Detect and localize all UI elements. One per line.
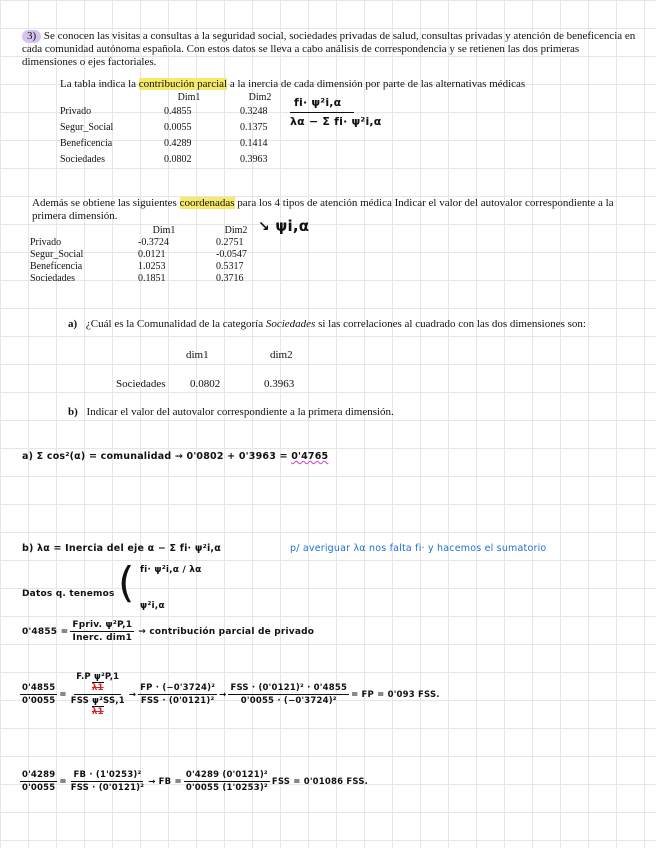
answer-b-comment: p/ averiguar λα nos falta fi· y hacemos el sumatorio (290, 543, 547, 554)
equation-3: $\frac{0'4289}{0'0055}$ = $\frac{\text{FB · (1'0253)²}}{\text{FSS · (0'0121)²}}$ → FB = $\frac{\text{0'4289 (0'0121)²}}{\text{0'0055 (1'0253)²}}$ FSS = 0'01086 FSS. (22, 770, 369, 793)
eq3-left-fraction: $\frac{0'4289}{0'0055}$ (22, 770, 56, 793)
answer-b-formula: b) λα = Inercia del eje α − Σ fi· ψ²i,α (22, 543, 221, 554)
question-intro-text: Se conocen las visitas a consultas a la seguridad social, sociedades privadas de salud, consultas privadas y atención de beneficencia en cada comunidad autónoma española. Con estos datos se lleva a cabo análisis de correspondencia y se retienen las dos primeras dimensiones o ejes factoriales. (22, 30, 636, 68)
note-bottom: λα − Σ fi· ψ²i,α (290, 115, 382, 128)
cell: 0.1375 (240, 122, 268, 133)
cell: -0.0547 (216, 249, 247, 260)
table-contribuciones (60, 92, 296, 168)
answer-a-text: a) Σ cos²(α) = comunalidad → 0'0802 + 0'3963 = (22, 451, 292, 462)
eq1-den: Inerc. dim1 (72, 633, 133, 643)
answer-a-result: 0'4765 (291, 451, 329, 462)
datos-top: fi· ψ²i,α / λα (140, 565, 202, 575)
row-label: Beneficencia (30, 261, 83, 272)
row-label: Privado (30, 237, 62, 248)
arrow-icon: ↘ (258, 219, 270, 235)
table-coordenadas (30, 225, 272, 285)
highlight-contribucion: contribución parcial (138, 78, 228, 90)
question-number: 3) (22, 30, 41, 43)
row-label: Beneficencia (60, 138, 113, 149)
equation-1 (22, 620, 314, 643)
part-a-label: a) (68, 318, 78, 330)
psi-label: ψi,α (275, 217, 310, 235)
eq2-compound-fraction: F.P ψ²P,1 λ1 FSS ψ²SS,1 λ1 (70, 672, 125, 717)
table-header-row (60, 92, 296, 104)
eq3-result: FSS = 0'01086 FSS. (271, 776, 369, 787)
cell: 0.3716 (216, 273, 244, 284)
caption-text: Además se obtiene las siguientes (32, 197, 180, 209)
highlight-coordenadas: coordenadas (179, 197, 235, 209)
cell: 0.3248 (240, 106, 268, 117)
table-row (30, 249, 272, 261)
eq1-left: 0'4855 = (22, 626, 69, 637)
cell: 0.0055 (164, 122, 192, 133)
answer-a (22, 451, 328, 462)
eq3-mid-fraction: $\frac{\text{FB · (1'0253)²}}{\text{FSS · (0'0121)²}}$ (70, 770, 145, 793)
row-label: Segur_Social (30, 249, 84, 260)
col-header: Dim1 (152, 225, 176, 236)
cell: 0.4855 (164, 106, 192, 117)
part-a-text: ¿Cuál es la Comunalidad de la categoría Sociedades si las correlaciones al cuadrado con las dos dimensiones son: (85, 318, 586, 330)
table-header-row (30, 225, 272, 237)
handwritten-formula-contribution (290, 96, 382, 128)
note-top: fi· ψ²i,α (294, 96, 342, 109)
row-label: Sociedades (60, 154, 105, 165)
table2-caption (32, 197, 628, 223)
fraction-bar (290, 112, 354, 113)
row-label: Segur_Social (60, 122, 114, 133)
cell: 0.1414 (240, 138, 268, 149)
part-a-header-dim1: dim1 (186, 349, 209, 361)
part-a-header-dim2: dim2 (270, 349, 293, 361)
table-row (30, 261, 272, 273)
eq2-left-fraction: $\frac{0'4855}{0'0055}$ (22, 683, 56, 706)
part-b (68, 406, 608, 419)
eq3-fb: → FB = (148, 776, 182, 787)
datos-brace: ( (118, 558, 135, 607)
col-header: Dim1 (177, 92, 201, 103)
table-row (60, 136, 296, 152)
cell: 0.2751 (216, 237, 244, 248)
part-a (68, 318, 608, 331)
table-row (30, 237, 272, 249)
eq1-arrow-text: → contribución parcial de privado (138, 626, 315, 637)
eq1-fraction (70, 620, 134, 643)
cell: -0.3724 (138, 237, 169, 248)
col-header: Dim2 (224, 225, 248, 236)
cell: 0.0802 (164, 154, 192, 165)
datos-bottom: ψ²i,α (140, 601, 165, 611)
eq3-right-fraction: $\frac{\text{0'4289 (0'0121)²}}{\text{0'0055 (1'0253)²}}$ (185, 770, 268, 793)
eq2-result: = FP = 0'093 FSS. (351, 689, 440, 700)
table1-caption (60, 78, 640, 91)
equation-2: $\frac{0'4855}{0'0055}$ = F.P ψ²P,1 λ1 FSS ψ²SS,1 λ1 → $\frac{\text{FP · (−0'3724)²}}{\text{FSS · (0'0121)²}}$ → $\frac{\text{FSS · (0'0121)² · 0'4855}}{\text{0'0055 · (−0'3724)²}}$ = FP = 0'093 FSS. (22, 672, 440, 717)
cell: 1.0253 (138, 261, 166, 272)
caption-text: La tabla indica la (60, 78, 139, 90)
table-row (30, 273, 272, 285)
cell: 0.0121 (138, 249, 166, 260)
eq1-num: Fpriv. ψ²P,1 (72, 620, 133, 630)
table-row (60, 104, 296, 120)
datos-label: Datos q. tenemos (22, 589, 115, 599)
cell: 0.4289 (164, 138, 192, 149)
caption-text-post: para los 4 tipos de atención médica Indicar el valor del autovalor correspondiente a la primera dimensión. (32, 197, 614, 222)
table-row (60, 120, 296, 136)
handwritten-psi-note (258, 217, 309, 235)
col-header: Dim2 (248, 92, 272, 103)
part-b-text: Indicar el valor del autovalor correspondiente a la primera dimensión. (86, 406, 394, 418)
row-label: Sociedades (30, 273, 75, 284)
eq2-mid-fraction: $\frac{\text{FP · (−0'3724)²}}{\text{FSS · (0'0121)²}}$ (140, 683, 216, 706)
eq2-right-fraction: $\frac{\text{FSS · (0'0121)² · 0'4855}}{\text{0'0055 · (−0'3724)²}}$ (230, 683, 348, 706)
cell: 0.3963 (240, 154, 268, 165)
part-a-dim1-value: 0.0802 (190, 378, 221, 390)
cell: 0.5317 (216, 261, 244, 272)
row-label: Privado (60, 106, 92, 117)
cell: 0.1851 (138, 273, 166, 284)
part-b-label: b) (68, 406, 78, 418)
table-row (60, 152, 296, 168)
part-a-row-label: Sociedades (116, 378, 166, 390)
part-a-dim2-value: 0.3963 (264, 378, 295, 390)
question-intro (22, 30, 636, 69)
caption-text-post: a la inercia de cada dimensión por parte de las alternativas médicas (227, 78, 526, 90)
